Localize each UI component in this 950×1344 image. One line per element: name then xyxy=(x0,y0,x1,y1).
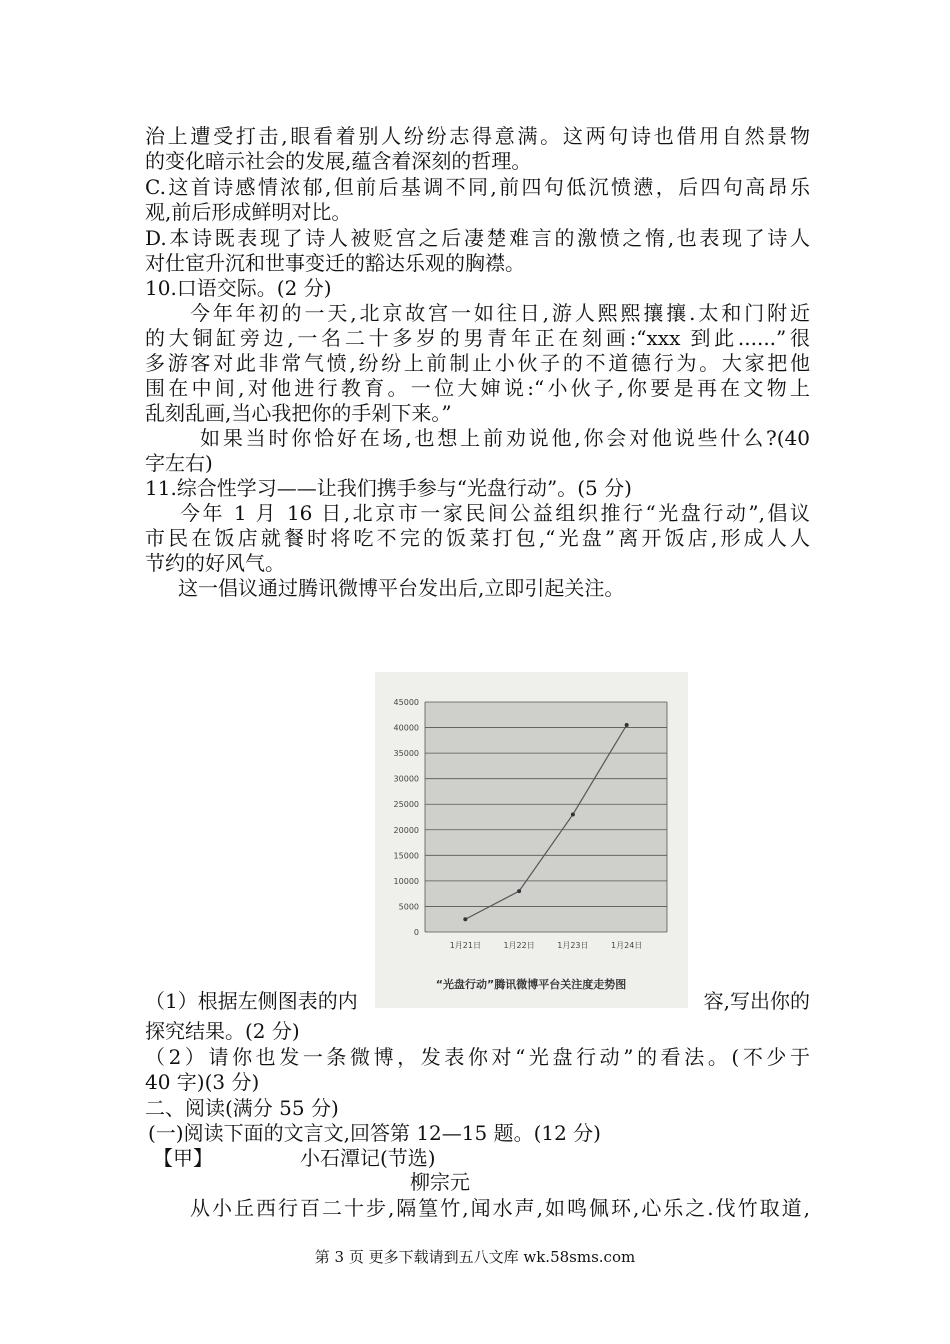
q1-line-right: 容,写出你的 xyxy=(703,989,810,1013)
q10-para-line-5: 乱刻乱画,当心我把你的手剁下来。” xyxy=(145,401,452,425)
q10-prompt-line-2: 字左右) xyxy=(145,451,213,475)
chart-title: “光盘行动”腾讯微博平台关注度走势图 xyxy=(435,978,627,991)
y-tick-label: 10000 xyxy=(393,876,419,886)
passage-jia-label: 【甲】 xyxy=(153,1146,213,1170)
passage-first-line: 从小丘西行百二十步,隔篁竹,闻水声,如鸣佩环,心乐之.伐竹取道, xyxy=(190,1196,810,1220)
body-line-1: 治上遭受打击,眼看着别人纷纷志得意满。这两句诗也借用自然景物 xyxy=(145,124,810,148)
x-tick-label: 1月23日 xyxy=(557,941,589,950)
q10-para-line-3: 多游客对此非常气愤,纷纷上前制止小伙子的不道德行为。大家把他 xyxy=(145,351,810,375)
q11-para-line-3: 节约的好风气。 xyxy=(145,551,285,575)
attention-trend-chart xyxy=(375,672,688,1008)
option-c-line-1: C.这首诗感情浓郁,但前后基调不同,前四句低沉愤懑，后四句高昂乐 xyxy=(145,175,810,199)
y-tick-label: 0 xyxy=(413,928,419,937)
data-point xyxy=(625,723,629,727)
q1-line-left: （1）根据左侧图表的内 xyxy=(145,989,358,1013)
option-c-line-2: 观,前后形成鲜明对比。 xyxy=(145,200,352,224)
y-tick-label: 35000 xyxy=(393,749,419,759)
q11-para-line-1: 今年 1 月 16 日,北京市一家民间公益组织推行“光盘行动”,倡议 xyxy=(180,501,810,525)
option-d-line-1: D.本诗既表现了诗人被贬宫之后凄楚难言的激愤之惰,也表现了诗人 xyxy=(145,226,810,250)
body-line-2: 的变化暗示社会的发展,蕴含着深刻的哲理。 xyxy=(145,149,532,173)
data-point xyxy=(571,812,575,816)
option-d-line-2: 对仕宦升沉和世事变迁的豁达乐观的胸襟。 xyxy=(145,251,525,275)
q10-para-line-2: 的大铜缸旁边,一名二十多岁的男青年正在刻画:“xxx 到此......”很 xyxy=(145,326,810,350)
x-tick-label: 1月21日 xyxy=(449,941,481,950)
x-tick-label: 1月24日 xyxy=(611,941,643,950)
x-tick-label: 1月22日 xyxy=(503,941,535,950)
section-2-heading: 二、阅读(满分 55 分) xyxy=(145,1096,339,1120)
page-footer: 第 3 页 更多下载请到五八文库 wk.58sms.com xyxy=(314,1248,636,1266)
q11-para-line-4: 这一倡议通过腾讯微博平台发出后,立即引起关注。 xyxy=(178,576,625,600)
q2-line-1: （2）请你也发一条微博，发表你对“光盘行动”的看法。(不少于 xyxy=(145,1045,810,1069)
q2-line-2: 40 字)(3 分) xyxy=(145,1070,260,1094)
passage-author: 柳宗元 xyxy=(410,1170,470,1194)
q11-para-line-2: 市民在饭店就餐时将吃不完的饭菜打包,“光盘”离开饭店,形成人人 xyxy=(145,526,810,550)
q1-line-2: 探究结果。(2 分) xyxy=(145,1019,300,1043)
q10-para-line-4: 围在中间,对他进行教育。一位大婶说:“小伙子,你要是再在文物上 xyxy=(145,376,810,400)
q10-prompt-line-1: 如果当时你恰好在场,也想上前劝说他,你会对他说些什么?(40 xyxy=(200,426,810,450)
y-tick-label: 40000 xyxy=(393,723,419,733)
plot-area xyxy=(425,702,667,932)
y-tick-label: 15000 xyxy=(393,851,419,861)
y-tick-label: 5000 xyxy=(398,902,419,912)
q10-para-line-1: 今年年初的一天,北京故宫一如往日,游人熙熙攘攘.太和门附近 xyxy=(190,301,810,325)
y-tick-label: 45000 xyxy=(393,698,419,707)
data-point xyxy=(463,917,467,921)
y-tick-label: 25000 xyxy=(393,800,419,810)
y-tick-label: 30000 xyxy=(393,774,419,784)
y-tick-label: 20000 xyxy=(393,825,419,835)
question-10-heading: 10.口语交际。(2 分) xyxy=(145,276,332,300)
passage-title: 小石潭记(节选) xyxy=(300,1146,436,1170)
question-11-heading: 11.综合性学习——让我们携手参与“光盘行动”。(5 分) xyxy=(145,476,632,500)
data-point xyxy=(517,889,521,893)
chart-svg xyxy=(375,672,688,1008)
subsection-1-heading: (一)阅读下面的文言文,回答第 12—15 题。(12 分) xyxy=(148,1121,601,1145)
